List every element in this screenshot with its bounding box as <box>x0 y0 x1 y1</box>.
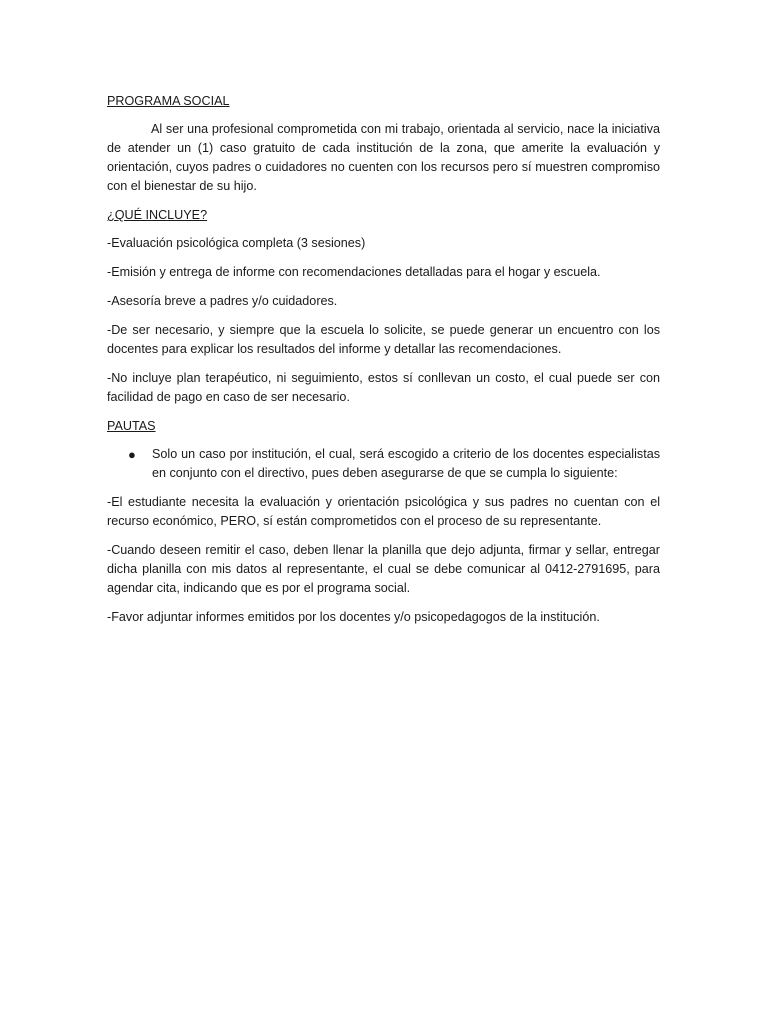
includes-item: -Evaluación psicológica completa (3 sesiones) <box>107 236 366 250</box>
document-title: PROGRAMA SOCIAL <box>107 94 230 108</box>
bullet-text: Solo un caso por institución, el cual, será escogido a criterio de los docentes especialistas en conjunto con el directivo, pues deben asegurarse de que se cumpla lo siguiente: <box>152 447 660 480</box>
intro-paragraph: Al ser una profesional comprometida con mi trabajo, orientada al servicio, nace la iniciativa de atender un (1) caso gratuito de cada institución de la zona, que amerite la evaluación y orientación, cuyos padres o cuidadores no cuenten con los recursos pero sí muestren compromiso con el bienestar de su hijo. <box>107 122 660 193</box>
includes-item: -Emisión y entrega de informe con recomendaciones detalladas para el hogar y escuela. <box>107 265 601 279</box>
document-page <box>107 92 660 637</box>
guidelines-item: -El estudiante necesita la evaluación y orientación psicológica y sus padres no cuentan con el recurso económico, PERO, sí están comprometidos con el proceso de su representante. <box>107 495 660 528</box>
includes-item: -De ser necesario, y siempre que la escuela lo solicite, se puede generar un encuentro con los docentes para explicar los resultados del informe y detallar las recomendaciones. <box>107 323 660 356</box>
includes-item: -No incluye plan terapéutico, ni seguimiento, estos sí conllevan un costo, el cual puede ser con facilidad de pago en caso de ser necesario. <box>107 371 660 404</box>
includes-heading: ¿QUÉ INCLUYE? <box>107 208 208 222</box>
guidelines-bullet-item <box>107 445 660 483</box>
guidelines-item: -Cuando deseen remitir el caso, deben llenar la planilla que dejo adjunta, firmar y sellar, entregar dicha planilla con mis datos al representante, el cual se debe comunicar al 0412-2791695, para agendar cita, indicando que es por el programa social. <box>107 543 660 595</box>
guidelines-heading: PAUTAS <box>107 419 156 433</box>
guidelines-item: -Favor adjuntar informes emitidos por los docentes y/o psicopedagogos de la institución. <box>107 610 600 624</box>
bullet-icon: ● <box>128 447 136 462</box>
includes-item: -Asesoría breve a padres y/o cuidadores. <box>107 294 338 308</box>
